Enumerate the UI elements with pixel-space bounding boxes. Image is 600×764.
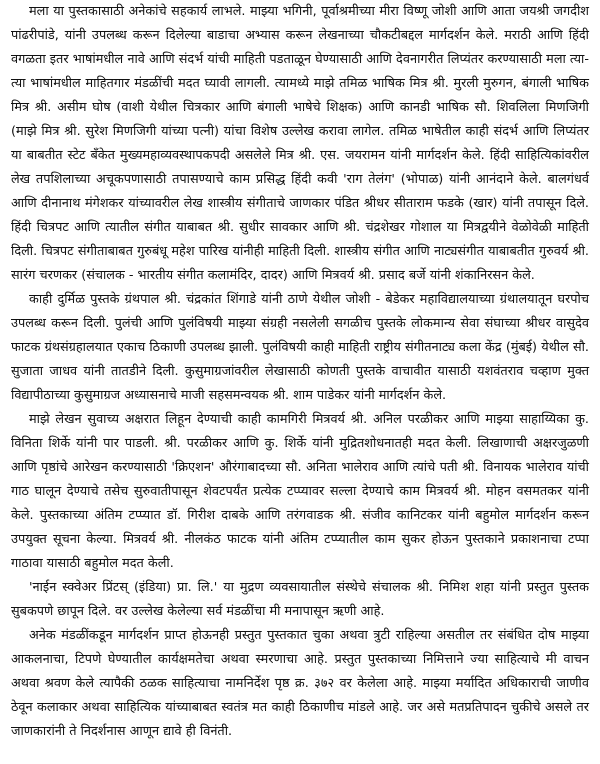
document-page <box>11 0 589 744</box>
paragraph-printing: 'नाईन स्क्वेअर प्रिंटस् (इंडिया) प्रा. लि.' या मुद्रण व्यवसायातील संस्थेचे संचालक श्री. निमिश शहा यांनी प्रस्तुत पुस्तक सुबकपणे छापून दिले. वर उल्लेख केलेल्या सर्व मंडळींचा मी मनापासून ऋणी आहे. <box>11 580 589 619</box>
paragraph-rare-books: काही दुर्मिळ पुस्तके ग्रंथपाल श्री. चंद्रकांत शिंगाडे यांनी ठाणे येथील जोशी - बेडेकर महाविद्यालयाच्या ग्रंथालयातून घरपोच उपलब्ध करून दिली. पुलंची आणि पुलंविषयी माझ्या संग्रही नसलेली सगळीच पुस्तके लोकमान्य सेवा संघाच्या श्रीधर वासुदेव फाटक ग्रंथसंग्रहालयात एकाच ठिकाणी उपलब्ध झाली. पुलंविषयी काही माहिती राष्ट्रीय संगीतनाट्य कला केंद्र (मुंबई) येथील सौ. सुजाता जाधव यांनी तातडीने दिली. कुसुमाग्रजांवरील लेखासाठी कोणती पुस्तके वाचावीत यासाठी यशवंतराव चव्हाण मुक्त विद्यापीठाच्या कुसुमाग्रज अध्यासनाचे माजी सहसमन्वयक श्री. शाम पाडेकर यांनी मार्गदर्शन केले. <box>11 292 589 403</box>
paragraph-writing-help: माझे लेखन सुवाच्य अक्षरात लिहून देण्याची काही कामगिरी मित्रवर्य श्री. अनिल परळीकर आणि माझ्या साहाय्यिका कु. विनिता शिर्के यांनी पार पाडली. श्री. परळीकर आणि कु. शिर्के यांनी मुद्रितशोधनातही मदत केली. लिखाणाची अक्षरजुळणी आणि पृष्ठांचे आरेखन करण्यासाठी 'क्रिएशन' औरंगाबादच्या सौ. अनिता भालेराव आणि त्यांचे पती श्री. विनायक भालेराव यांची गाठ घालून देण्याचे तसेच सुरुवातीपासून शेवटपर्यंत प्रत्येक टप्प्यावर सल्ला देण्याचे काम मित्रवर्य श्री. मोहन वसमतकर यांनी केले. पुस्तकाच्या अंतिम टप्प्यात डॉ. गिरीश दाबके आणि तरंगवाडक श्री. संजीव कानिटकर यांनी बहुमोल मार्गदर्शन करून उपयुक्त सूचना केल्या. मित्रवर्य श्री. नीलकंठ फाटक यांनी अंतिम टप्प्यातील काम सुकर होऊन पुस्तकाने प्रकाशनाचा टप्पा गाठावा यासाठी बहुमोल मदत केली. <box>11 412 589 571</box>
paragraph-acknowledgements-guidance: मला या पुस्तकासाठी अनेकांचे सहकार्य लाभले. माझ्या भगिनी, पूर्वाश्रमीच्या मीरा विष्णू जोशी आणि आता जयश्री जगदीश पांढरीपांडे, यांनी उपलब्ध करून दिलेल्या बाडाचा अभ्यास करून लेखनाच्या चौकटीबद्दल मार्गदर्शन केले. मराठी आणि हिंदी वगळता इतर भाषांमधील नावे आणि संदर्भ यांची माहिती पडताळून घेण्यासाठी आणि देवनागरीत लिप्यंतर करण्यासाठी मला त्या-त्या भाषांमधील माहितगार मंडळींची मदत घ्यावी लागली. त्यामध्ये माझे तमिळ भाषिक मित्र श्री. मुरली मुरुगन, बंगाली भाषिक मित्र श्री. असीम घोष (वाशी येथील चित्रकार आणि बंगाली भाषेचे शिक्षक) आणि कानडी भाषिक सौ. शिवलिला मिणजिगी (माझे मित्र श्री. सुरेश मिणजिगी यांच्या पत्नी) यांचा विशेष उल्लेख करावा लागेल. तमिळ भाषेतील काही संदर्भ आणि लिप्यंतर या बाबतीत स्टेट बँकेत मुख्यमहाव्यवस्थापकपदी असलेले मित्र श्री. एस. जयरामन यांनी मार्गदर्शन केले. हिंदी साहित्यिकांवरील लेख तपशिलाच्या अचूकपणासाठी तपासण्याचे काम प्रसिद्ध हिंदी कवी 'राग तेलंग' (भोपाळ) यांनी आनंदाने केले. बालगंधर्व आणि दीनानाथ मंगेशकर यांच्यावरील लेख शास्त्रीय संगीताचे जाणकार पंडित श्रीधर सीताराम फडके (खार) यांनी तपासून दिले. हिंदी चित्रपट आणि त्यातील संगीत याबाबत श्री. सुधीर सावकार आणि श्री. चंद्रशेखर गोशाल या मित्रद्वयीने वेळोवेळी माहिती दिली. चित्रपट संगीताबाबत गुरुबंधू महेश पारिख यांनीही माहिती दिली. शास्त्रीय संगीत आणि नाट्यसंगीत याबाबतीत गुरुवर्य श्री. सारंग चरणकर (संचालक - भारतीय संगीत कलामंदिर, दादर) आणि मित्रवर्य श्री. प्रसाद बर्जे यांनी शंकानिरसन केले. <box>11 4 590 283</box>
paragraph-errors-disclaimer: अनेक मंडळींकडून मार्गदर्शन प्राप्त होऊनही प्रस्तुत पुस्तकात चुका अथवा त्रुटी राहिल्या असतील तर संबंधित दोष माझ्या आकलनाचा, टिपणे घेण्यातील कार्यक्षमतेचा अथवा स्मरणाचा आहे. प्रस्तुत पुस्तकाच्या निमित्ताने ज्या साहित्याचे मी वाचन अथवा श्रवण केले त्यापैकी ठळक साहित्याचा नामनिर्देश पृष्ठ क्र. ३७२ वर केलेला आहे. माझ्या मर्यादित अधिकाराची जाणीव ठेवून कलाकार अथवा साहित्यिक यांच्याबाबत स्वतंत्र मत काही ठिकाणीच मांडले आहे. जर असे मतप्रतिपादन चुकीचे असले तर जाणकारांनी ते निदर्शनास आणून द्यावे ही विनंती. <box>11 628 589 739</box>
